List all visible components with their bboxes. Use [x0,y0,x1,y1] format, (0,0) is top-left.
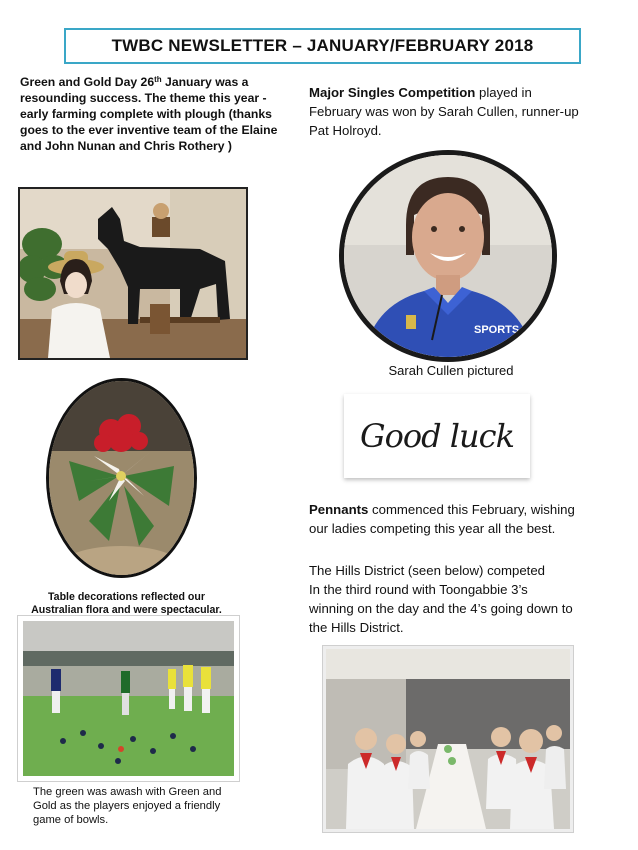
good-luck-graphic [344,394,530,478]
farming-display-photo [18,187,248,360]
good-luck-text: Good luck [360,417,514,455]
hills-district-team-photo [323,646,573,832]
table-decoration-photo [46,378,197,578]
hills-district-paragraph: The Hills District (seen below) competed In the third round with Toongabbie 3’s winning on the day and the 4’s going down to the Hills District. [309,563,573,635]
green-gold-paragraph [20,74,290,154]
bowling-green-caption: The green was awash with Green and Gold as the players enjoyed a friendly game of bowls. [33,786,222,826]
shirt-logo-text: SPORTS [474,324,520,336]
sarah-cullen-portrait [339,150,557,362]
newsletter-title: TWBC NEWSLETTER – JANUARY/FEBRUARY 2018 [111,36,534,55]
newsletter-title-box [64,28,581,64]
major-singles-heading: Major Singles Competition [309,85,476,100]
pennants-paragraph: Pennants commenced this February, wishing our ladies competing this year all the best. [309,502,575,536]
bowling-green-photo [18,616,239,781]
table-decoration-caption: Table decorations reflected our Australian flora and were spectacular. [31,591,222,616]
major-singles-paragraph: Major Singles Competition played in February was won by Sarah Cullen, runner-up Pat Holroyd. [309,85,579,138]
pennants-heading: Pennants [309,502,369,517]
green-gold-heading: Green and Gold Day 26th January [20,75,212,89]
sarah-caption: Sarah Cullen pictured [388,363,514,378]
green-gold-body: was a resounding success. The theme this year - early farming complete with plough (thanks goes to the ever inventive team of the Elaine and John Nunan and Chris Rothery ) [20,75,278,153]
